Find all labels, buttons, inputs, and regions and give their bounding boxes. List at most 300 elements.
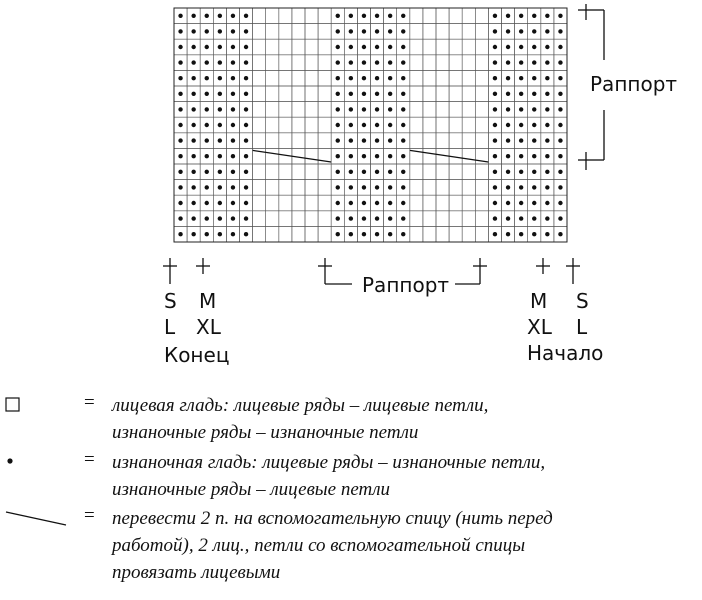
chart-cell [449, 195, 462, 211]
purl-dot [401, 216, 405, 220]
purl-dot [388, 123, 392, 127]
purl-dot [218, 29, 222, 33]
purl-dot [519, 138, 523, 142]
chart-cell [266, 195, 279, 211]
purl-dot [336, 201, 340, 205]
purl-dot [388, 185, 392, 189]
chart-cell [266, 180, 279, 196]
purl-dot [362, 45, 366, 49]
purl-dot [191, 216, 195, 220]
purl-dot [362, 29, 366, 33]
chart-cell [292, 102, 305, 118]
chart-cell [475, 211, 488, 227]
purl-dot [362, 216, 366, 220]
chart-cell [305, 133, 318, 149]
purl-dot [218, 185, 222, 189]
legend-text [112, 449, 692, 503]
purl-dot [349, 29, 353, 33]
purl-dot [493, 60, 497, 64]
purl-dot [362, 92, 366, 96]
chart-cell [318, 180, 331, 196]
purl-dot [375, 154, 379, 158]
purl-dot [506, 123, 510, 127]
chart-cell [318, 55, 331, 71]
chart-cell [318, 133, 331, 149]
purl-dot [493, 14, 497, 18]
purl-dot [244, 76, 248, 80]
purl-dot [362, 185, 366, 189]
chart-cell [305, 180, 318, 196]
purl-dot [178, 76, 182, 80]
chart-cell [423, 102, 436, 118]
legend-line: изнаночные ряды – лицевые петли [112, 479, 391, 500]
purl-dot [519, 154, 523, 158]
dot-icon [6, 457, 16, 467]
chart-cell [436, 211, 449, 227]
chart-cell [266, 24, 279, 40]
chart-cell [279, 8, 292, 24]
purl-dot [493, 216, 497, 220]
purl-dot [532, 201, 536, 205]
purl-dot [558, 201, 562, 205]
purl-dot [336, 154, 340, 158]
purl-dot [178, 60, 182, 64]
chart-cell [292, 180, 305, 196]
chart-cell [436, 70, 449, 86]
chart-cell [305, 117, 318, 133]
purl-dot [388, 170, 392, 174]
chart-cell [318, 24, 331, 40]
purl-dot [205, 92, 209, 96]
purl-dot [178, 92, 182, 96]
chart-cell [449, 180, 462, 196]
purl-dot [532, 123, 536, 127]
purl-dot [493, 201, 497, 205]
chart-cell [475, 195, 488, 211]
purl-dot [205, 138, 209, 142]
chart-cell [253, 195, 266, 211]
chart-cell [292, 39, 305, 55]
purl-dot [388, 76, 392, 80]
purl-dot [218, 138, 222, 142]
chart-cell [410, 133, 423, 149]
chart-cell [410, 24, 423, 40]
chart-cell [410, 86, 423, 102]
purl-dot [519, 45, 523, 49]
purl-dot [519, 92, 523, 96]
purl-dot [375, 29, 379, 33]
repeat-label-bottom: Раппорт [362, 273, 450, 297]
purl-dot [532, 154, 536, 158]
purl-dot [205, 14, 209, 18]
purl-dot [375, 216, 379, 220]
purl-dot [545, 201, 549, 205]
purl-dot [519, 216, 523, 220]
chart-cell [318, 102, 331, 118]
chart-cell [410, 226, 423, 242]
purl-dot [218, 60, 222, 64]
chart-cell [423, 55, 436, 71]
purl-dot [349, 60, 353, 64]
purl-dot [349, 232, 353, 236]
legend-text [112, 392, 692, 446]
purl-dot [545, 154, 549, 158]
purl-dot [506, 216, 510, 220]
purl-dot [362, 170, 366, 174]
chart-cell [266, 55, 279, 71]
purl-dot [178, 107, 182, 111]
purl-dot [244, 185, 248, 189]
chart-cell [253, 24, 266, 40]
purl-dot [191, 29, 195, 33]
chart-cell [292, 117, 305, 133]
chart-cell [305, 70, 318, 86]
chart-cell [292, 195, 305, 211]
purl-dot [362, 60, 366, 64]
chart-cell [462, 39, 475, 55]
end-label: Конец [164, 343, 230, 367]
chart-cell [462, 180, 475, 196]
chart-cell [436, 164, 449, 180]
chart-cell [423, 164, 436, 180]
purl-dot [191, 107, 195, 111]
purl-dot [558, 232, 562, 236]
purl-dot [231, 138, 235, 142]
purl-dot [336, 92, 340, 96]
chart-cell [279, 70, 292, 86]
purl-dot [362, 154, 366, 158]
purl-dot [388, 60, 392, 64]
chart-cell [253, 180, 266, 196]
chart-cell [253, 226, 266, 242]
purl-dot [545, 216, 549, 220]
purl-dot [558, 92, 562, 96]
purl-dot [205, 76, 209, 80]
chart-cell [449, 226, 462, 242]
purl-dot [506, 185, 510, 189]
purl-dot [244, 201, 248, 205]
chart-cell [475, 55, 488, 71]
chart-cell [279, 180, 292, 196]
legend-line: работой), 2 лиц., петли со вспомогательной спицы [112, 535, 526, 556]
purl-dot [231, 60, 235, 64]
purl-dot [401, 138, 405, 142]
chart-cell [305, 226, 318, 242]
purl-dot [231, 92, 235, 96]
purl-dot [362, 201, 366, 205]
purl-dot [375, 14, 379, 18]
chart-cell [292, 133, 305, 149]
purl-dot [375, 60, 379, 64]
chart-cell [305, 148, 318, 164]
purl-dot [532, 138, 536, 142]
chart-cell [292, 226, 305, 242]
purl-dot [205, 201, 209, 205]
purl-dot [375, 123, 379, 127]
purl-dot [545, 232, 549, 236]
purl-dot [519, 201, 523, 205]
purl-dot [178, 170, 182, 174]
chart-cell [292, 211, 305, 227]
chart-cell [253, 117, 266, 133]
purl-dot [558, 123, 562, 127]
purl-dot [545, 185, 549, 189]
chart-cell [423, 226, 436, 242]
purl-dot [336, 14, 340, 18]
chart-cell [449, 211, 462, 227]
chart-cell [436, 86, 449, 102]
chart-cell [266, 117, 279, 133]
purl-dot [178, 14, 182, 18]
purl-dot [244, 92, 248, 96]
purl-dot [388, 92, 392, 96]
chart-cell [279, 86, 292, 102]
purl-dot [388, 45, 392, 49]
purl-dot [401, 123, 405, 127]
purl-dot [558, 45, 562, 49]
purl-dot [218, 76, 222, 80]
purl-dot [493, 170, 497, 174]
purl-dot [558, 170, 562, 174]
chart-cell [423, 133, 436, 149]
purl-dot [506, 138, 510, 142]
chart-cell [475, 226, 488, 242]
chart-cell [305, 102, 318, 118]
chart-cell [475, 70, 488, 86]
purl-dot [558, 76, 562, 80]
purl-dot [375, 232, 379, 236]
purl-dot [336, 107, 340, 111]
chart-cell [462, 164, 475, 180]
chart-cell [475, 86, 488, 102]
chart-cell [305, 164, 318, 180]
purl-dot [231, 123, 235, 127]
purl-dot [532, 92, 536, 96]
chart-cell [475, 8, 488, 24]
chart-cell [305, 195, 318, 211]
legend-line: перевести 2 п. на вспомогательную спицу (нить перед [112, 508, 553, 529]
chart-cell [318, 117, 331, 133]
chart-cell [449, 164, 462, 180]
chart-cell [436, 117, 449, 133]
purl-dot [336, 29, 340, 33]
purl-dot [532, 45, 536, 49]
chart-cell [436, 226, 449, 242]
chart-cell [305, 24, 318, 40]
chart-cell [410, 211, 423, 227]
purl-dot [178, 138, 182, 142]
purl-dot [545, 92, 549, 96]
purl-dot [388, 138, 392, 142]
chart-cell [318, 8, 331, 24]
chart-cell [266, 102, 279, 118]
legend-line: лицевая гладь: лицевые ряды – лицевые петли, [112, 395, 489, 416]
purl-dot [349, 154, 353, 158]
purl-dot [336, 170, 340, 174]
purl-dot [558, 185, 562, 189]
purl-dot [493, 123, 497, 127]
chart-cell [266, 39, 279, 55]
chart-cell [266, 70, 279, 86]
purl-dot [558, 138, 562, 142]
purl-dot [388, 154, 392, 158]
purl-dot [519, 107, 523, 111]
purl-dot [375, 170, 379, 174]
repeat-label-right: Раппорт [590, 72, 678, 96]
purl-dot [506, 29, 510, 33]
chart-cell [462, 8, 475, 24]
chart-cell [305, 86, 318, 102]
chart-cell [449, 117, 462, 133]
purl-dot [375, 201, 379, 205]
chart-cell [305, 211, 318, 227]
purl-dot [191, 123, 195, 127]
purl-dot [244, 170, 248, 174]
chart-cell [305, 39, 318, 55]
chart-cell [449, 102, 462, 118]
chart-cell [318, 39, 331, 55]
chart-cell [436, 8, 449, 24]
purl-dot [362, 138, 366, 142]
purl-dot [231, 154, 235, 158]
chart-cell [253, 39, 266, 55]
chart-cell [292, 70, 305, 86]
purl-dot [191, 154, 195, 158]
purl-dot [244, 216, 248, 220]
purl-dot [493, 154, 497, 158]
purl-dot [231, 107, 235, 111]
chart-cell [436, 39, 449, 55]
purl-dot [205, 232, 209, 236]
chart-cell [410, 164, 423, 180]
purl-dot [375, 107, 379, 111]
chart-cell [410, 117, 423, 133]
purl-dot [401, 60, 405, 64]
chart-cell [423, 180, 436, 196]
chart-cell [279, 133, 292, 149]
purl-dot [506, 14, 510, 18]
legend-equals: = [84, 392, 95, 413]
purl-dot [244, 45, 248, 49]
right-size-xl: XL [527, 315, 552, 339]
chart-cell [410, 70, 423, 86]
chart-cell [253, 102, 266, 118]
purl-dot [506, 170, 510, 174]
purl-dot [506, 232, 510, 236]
legend-line: провязать лицевыми [112, 562, 281, 583]
purl-dot [244, 138, 248, 142]
chart-cell [423, 24, 436, 40]
purl-dot [191, 232, 195, 236]
chart-cell [253, 86, 266, 102]
purl-dot [545, 170, 549, 174]
purl-dot [231, 216, 235, 220]
purl-dot [218, 170, 222, 174]
purl-dot [191, 185, 195, 189]
purl-dot [349, 170, 353, 174]
purl-dot [519, 123, 523, 127]
legend-text [112, 505, 692, 586]
purl-dot [532, 76, 536, 80]
purl-dot [493, 138, 497, 142]
purl-dot [205, 170, 209, 174]
purl-dot [178, 29, 182, 33]
purl-dot [388, 216, 392, 220]
purl-dot [493, 232, 497, 236]
chart-cell [462, 148, 475, 164]
purl-dot [178, 216, 182, 220]
purl-dot [231, 45, 235, 49]
left-size-m: M [199, 289, 217, 313]
purl-dot [493, 185, 497, 189]
legend-equals: = [84, 449, 95, 470]
chart-cell [475, 133, 488, 149]
chart-cell [462, 117, 475, 133]
chart-cell [279, 195, 292, 211]
purl-dot [205, 107, 209, 111]
purl-dot [545, 14, 549, 18]
purl-dot [218, 14, 222, 18]
purl-dot [401, 45, 405, 49]
chart-cell [318, 226, 331, 242]
chart-cell [292, 86, 305, 102]
purl-dot [506, 154, 510, 158]
purl-dot [493, 92, 497, 96]
purl-dot [205, 29, 209, 33]
purl-dot [218, 232, 222, 236]
chart-cell [423, 195, 436, 211]
purl-dot [191, 60, 195, 64]
chart-cell [305, 55, 318, 71]
purl-dot [519, 185, 523, 189]
chart-cell [436, 102, 449, 118]
chart-cell [449, 39, 462, 55]
purl-dot [231, 76, 235, 80]
purl-dot [362, 232, 366, 236]
chart-cell [462, 195, 475, 211]
purl-dot [545, 107, 549, 111]
purl-dot [401, 232, 405, 236]
diagonal-line-icon [4, 509, 68, 529]
chart-cell [462, 102, 475, 118]
chart-cell [410, 195, 423, 211]
chart-cell [475, 180, 488, 196]
purl-dot [519, 170, 523, 174]
purl-dot [191, 138, 195, 142]
purl-dot [205, 45, 209, 49]
purl-dot [336, 232, 340, 236]
purl-dot [545, 29, 549, 33]
purl-dot [244, 60, 248, 64]
chart-cell [410, 55, 423, 71]
chart-cell [436, 24, 449, 40]
purl-dot [545, 45, 549, 49]
purl-dot [401, 14, 405, 18]
chart-cell [475, 24, 488, 40]
chart-cell [253, 55, 266, 71]
chart-cell [423, 148, 436, 164]
chart-cell [318, 86, 331, 102]
legend-line: изнаночные ряды – изнаночные петли [112, 422, 419, 443]
purl-dot [532, 14, 536, 18]
purl-dot [375, 185, 379, 189]
start-label: Начало [527, 341, 604, 365]
purl-dot [205, 154, 209, 158]
purl-dot [349, 76, 353, 80]
chart-cell [266, 211, 279, 227]
purl-dot [401, 92, 405, 96]
purl-dot [532, 29, 536, 33]
